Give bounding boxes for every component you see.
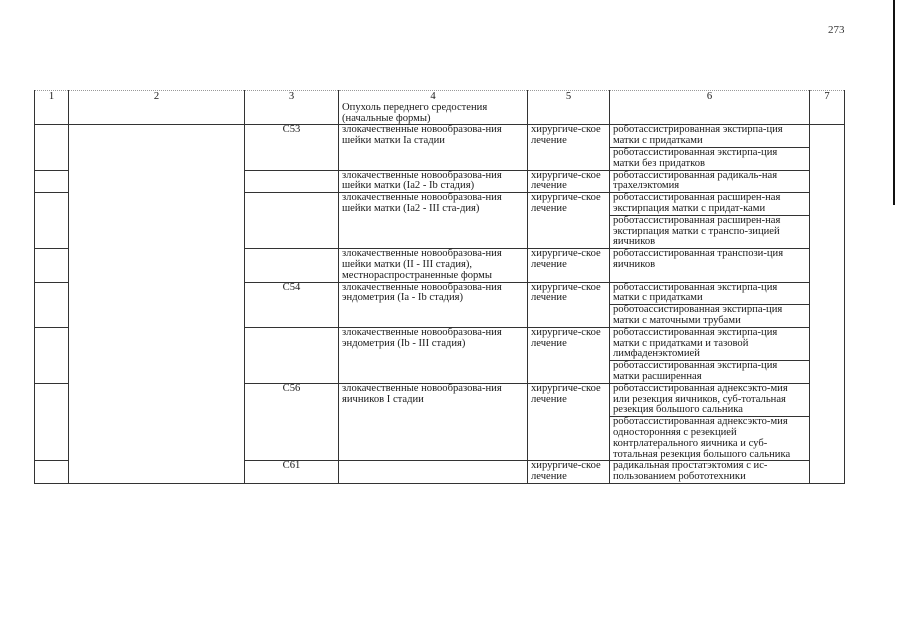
col-header-6: 6 [610,91,810,125]
col-header-4 [339,91,528,125]
cell-col-2 [69,461,245,484]
icd-code-cell [245,193,339,249]
col-header-4-number: 4 [430,91,436,102]
diagnosis-cell: злокачественные новообразова-ния шейки матки (II - III стадия), местнораспространенные формы [339,249,528,282]
cell-col-7 [810,461,845,484]
method-cell: роботассистированная аднексэкто-мия или резекция яичников, суб-тотальная резекция большого сальника [610,383,810,416]
cell-col-1 [35,383,69,461]
cell-col-7 [810,327,845,383]
icd-code-cell [245,249,339,282]
cell-col-2 [69,282,245,327]
table-row [35,249,845,282]
page-edge-line [893,0,895,205]
cell-col-1 [35,125,69,170]
medical-table [34,90,845,484]
method-cell: роботассистрированная экстирпа-ция матки с придатками [610,125,810,148]
icd-code-cell: C56 [245,383,339,461]
cell-col-1 [35,327,69,383]
treatment-cell: хирургиче-ское лечение [528,461,610,484]
method-cell: роботассистированная экстирпа-ция матки с придатками и тазовой лимфаденэктомией [610,327,810,360]
diagnosis-cell: злокачественные новообразова-ния яичников I стадии [339,383,528,461]
cell-col-7 [810,249,845,282]
col-header-2: 2 [69,91,245,125]
cell-col-2 [69,193,245,249]
cell-col-7 [810,170,845,193]
cell-col-1 [35,461,69,484]
cell-col-2 [69,170,245,193]
icd-code-cell: C53 [245,125,339,170]
table-row [35,125,845,148]
diagnosis-cell: злокачественные новообразова-ния эндометрия (Ib - III стадия) [339,327,528,383]
diagnosis-cell: злокачественные новообразова-ния шейки матки Ia стадии [339,125,528,170]
col-header-7: 7 [810,91,845,125]
col-header-3: 3 [245,91,339,125]
diagnosis-cell [339,461,528,484]
treatment-cell: хирургиче-ское лечение [528,383,610,461]
cell-col-1 [35,249,69,282]
cell-col-2 [69,327,245,383]
diagnosis-cell: злокачественные новообразова-ния шейки матки (Ia2 - III ста-дия) [339,193,528,249]
method-cell: роботассистированная транспози-ция яичников [610,249,810,282]
cell-col-7 [810,193,845,249]
method-cell: роботассистированная радикаль-ная трахелэктомия [610,170,810,193]
treatment-cell: хирургиче-ское лечение [528,282,610,327]
table-header-row [35,91,845,125]
method-cell: роботассистированная аднексэкто-мия односторонняя с резекцией контрлатерального яичника и суб-тотальная резекция большого сальника [610,417,810,461]
diagnosis-cell: злокачественные новообразова-ния эндометрия (Ia - Ib стадия) [339,282,528,327]
method-cell: роботассистированная экстирпа-ция матки расширенная [610,361,810,384]
method-cell: роботассистированная экстирпа-ция матки с придатками [610,282,810,305]
page-number: 273 [828,24,845,36]
method-cell: роботассистированная расширен-ная экстирпация матки с транспо-зицией яичников [610,215,810,248]
method-cell: роботассистированная экстирпа-ция матки без придатков [610,147,810,170]
cell-col-2 [69,125,245,170]
table-row [35,383,845,416]
table-row [35,461,845,484]
icd-code-cell: C54 [245,282,339,327]
method-cell: радикальная простатэктомия с ис-пользованием робототехники [610,461,810,484]
cell-col-7 [810,282,845,327]
col-header-1: 1 [35,91,69,125]
icd-code-cell [245,327,339,383]
diagnosis-cell: злокачественные новообразова-ния шейки матки (Ia2 - Ib стадия) [339,170,528,193]
method-cell: роботассистированная расширен-ная экстирпация матки с придат-ками [610,193,810,216]
continuation-text: Опухоль переднего средостения (начальные формы) [342,101,488,124]
table-row [35,170,845,193]
treatment-cell: хирургиче-ское лечение [528,193,610,249]
col-header-5: 5 [528,91,610,125]
treatment-cell: хирургиче-ское лечение [528,125,610,170]
cell-col-2 [69,249,245,282]
icd-code-cell [245,170,339,193]
method-cell: роботоассистированная экстирпа-ция матки с маточными трубами [610,305,810,328]
table-row [35,193,845,216]
icd-code-cell: C61 [245,461,339,484]
treatment-cell: хирургиче-ское лечение [528,249,610,282]
cell-col-1 [35,282,69,327]
cell-col-2 [69,383,245,461]
treatment-cell: хирургиче-ское лечение [528,327,610,383]
cell-col-7 [810,125,845,170]
treatment-cell: хирургиче-ское лечение [528,170,610,193]
table-row [35,327,845,360]
cell-col-1 [35,170,69,193]
cell-col-7 [810,383,845,461]
table-row [35,282,845,305]
cell-col-1 [35,193,69,249]
